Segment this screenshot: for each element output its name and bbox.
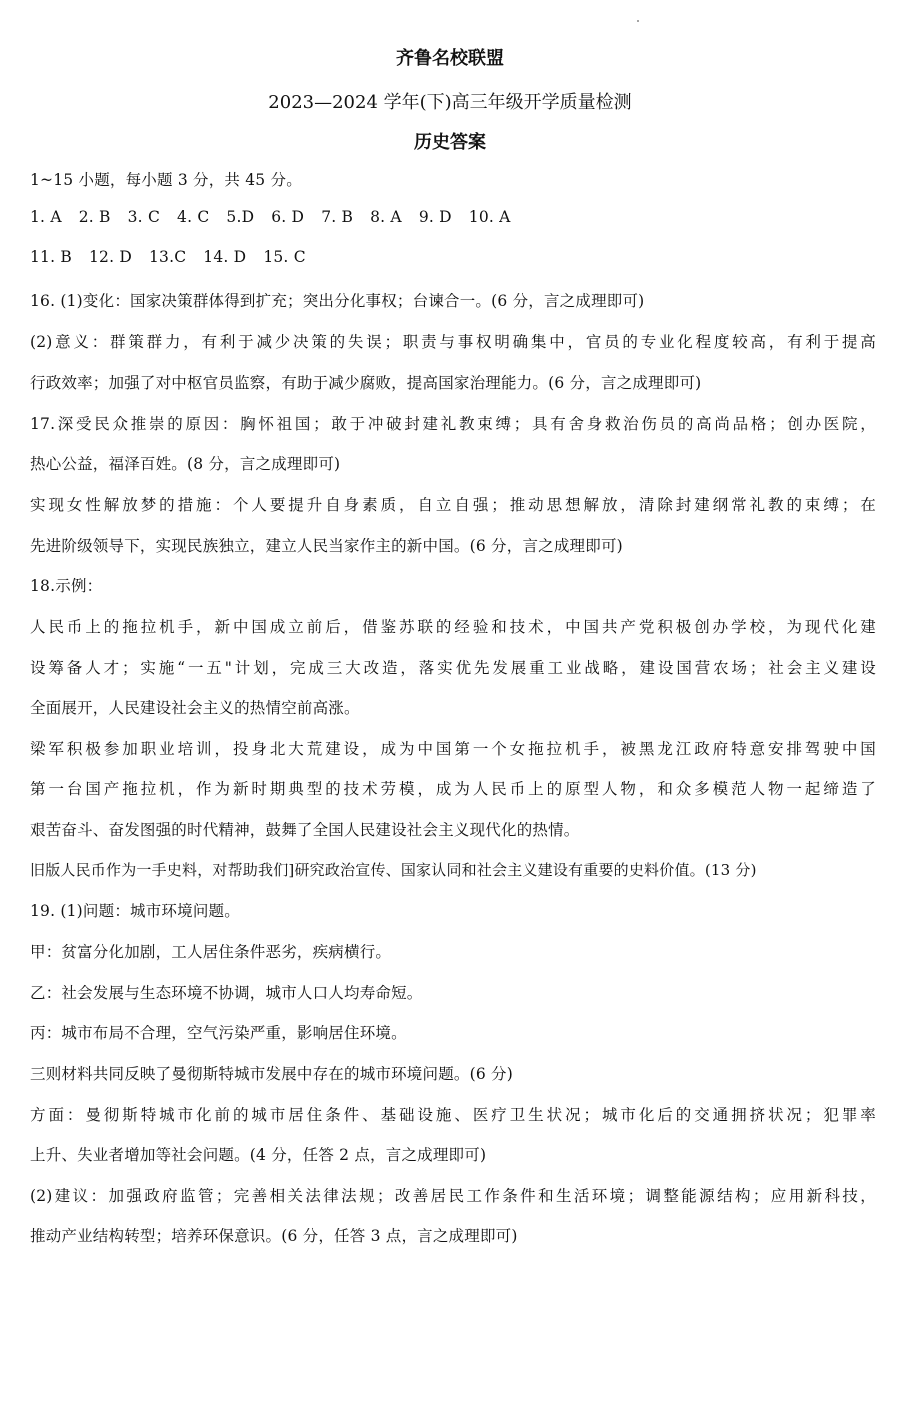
q19-problem: 19. (1)问题：城市环境问题。 — [30, 902, 240, 920]
choice-answers-row-1 — [30, 208, 876, 226]
org-title: 齐鲁名校联盟 — [396, 48, 504, 69]
choice-answer: 15. C — [263, 248, 306, 266]
exam-title: 2023—2024 学年(下)高三年级开学质量检测 — [268, 92, 632, 113]
q17-reasons-line: 热心公益，福泽百姓。(8 分，言之成理即可) — [30, 455, 341, 473]
choice-answer: 8. A — [370, 208, 402, 226]
q16-part2-line: (2)意义：群策群力，有利于减少决策的失误；职责与事权明确集中，官员的专业化程度较高，有利于提高 — [30, 333, 876, 351]
choice-answer: 9. D — [418, 208, 452, 226]
choice-answer: 2. B — [78, 208, 111, 226]
choice-answer: 7. B — [321, 208, 354, 226]
choice-answer: 12. D — [88, 248, 132, 266]
scan-speck — [637, 20, 639, 22]
choice-answer: 11. B — [30, 248, 72, 266]
q18-paragraph-line: 艰苦奋斗、奋发图强的时代精神，鼓舞了全国人民建设社会主义现代化的热情。 — [30, 821, 580, 839]
subject-title: 历史答案 — [414, 132, 486, 153]
q19-summary: 三则材料共同反映了曼彻斯特城市发展中存在的城市环境问题。(6 分) — [30, 1065, 513, 1083]
choice-intro: 1~15 小题，每小题 3 分，共 45 分。 — [30, 171, 302, 189]
q18-heading: 18.示例： — [30, 577, 103, 595]
choice-answer: 10. A — [468, 208, 511, 226]
q19-suggestions-line: 推动产业结构转型；培养环保意识。(6 分，任答 3 点，言之成理即可) — [30, 1227, 518, 1245]
q18-paragraph-line: 梁军积极参加职业培训，投身北大荒建设，成为中国第一个女拖拉机手，被黑龙江政府特意安排驾驶中国 — [30, 740, 876, 758]
q16-part2-line: 行政效率；加强了对中枢官员监察，有助于减少腐败，提高国家治理能力。(6 分，言之成理即可) — [30, 374, 702, 392]
q19-material-a: 甲：贫富分化加剧，工人居住条件恶劣，疾病横行。 — [30, 943, 392, 961]
q18-conclusion: 旧版人民币作为一手史料，对帮助我们]研究政治宣传、国家认同和社会主义建设有重要的史料价值。(13 分) — [30, 861, 757, 879]
choice-answer: 14. D — [203, 248, 247, 266]
q17-reasons-line: 17.深受民众推崇的原因：胸怀祖国；敢于冲破封建礼教束缚；具有舍身救治伤员的高尚品格；创办医院， — [30, 415, 876, 433]
q19-material-b: 乙：社会发展与生态环境不协调，城市人口人均寿命短。 — [30, 984, 423, 1002]
q18-paragraph-line: 设筹备人才；实施“一五"计划，完成三大改造，落实优先发展重工业战略，建设国营农场；社会主义建设 — [30, 659, 876, 677]
q16-part1: 16. (1)变化：国家决策群体得到扩充；突出分化事权；台谏合一。(6 分，言之成理即可) — [30, 292, 645, 310]
choice-answer: 6. D — [271, 208, 305, 226]
choice-answer: 5.D — [226, 208, 255, 226]
q19-material-c: 丙：城市布局不合理，空气污染严重，影响居住环境。 — [30, 1024, 407, 1042]
choice-answer: 1. A — [30, 208, 62, 226]
choice-answer: 13.C — [148, 248, 187, 266]
q19-suggestions-line: (2)建议：加强政府监管；完善相关法律法规；改善居民工作条件和生活环境；调整能源结构；应用新科技， — [30, 1187, 876, 1205]
q18-paragraph-line: 全面展开，人民建设社会主义的热情空前高涨。 — [30, 699, 360, 717]
choice-answer: 4. C — [177, 208, 210, 226]
q17-measures-line: 实现女性解放梦的措施：个人要提升自身素质，自立自强；推动思想解放，清除封建纲常礼教的束缚；在 — [30, 496, 876, 514]
choice-answers-row-2 — [30, 248, 876, 266]
q19-aspects-line: 方面：曼彻斯特城市化前的城市居住条件、基础设施、医疗卫生状况；城市化后的交通拥挤状况；犯罪率 — [30, 1106, 876, 1124]
q18-paragraph-line: 第一台国产拖拉机，作为新时期典型的技术劳模，成为人民币上的原型人物，和众多模范人物一起缔造了 — [30, 780, 876, 798]
q17-measures-line: 先进阶级领导下，实现民族独立，建立人民当家作主的新中国。(6 分，言之成理即可) — [30, 537, 623, 555]
q18-paragraph-line: 人民币上的拖拉机手，新中国成立前后，借鉴苏联的经验和技术，中国共产党积极创办学校，为现代化建 — [30, 618, 876, 636]
q19-aspects-line: 上升、失业者增加等社会问题。(4 分，任答 2 点，言之成理即可) — [30, 1146, 487, 1164]
choice-answer: 3. C — [127, 208, 161, 226]
